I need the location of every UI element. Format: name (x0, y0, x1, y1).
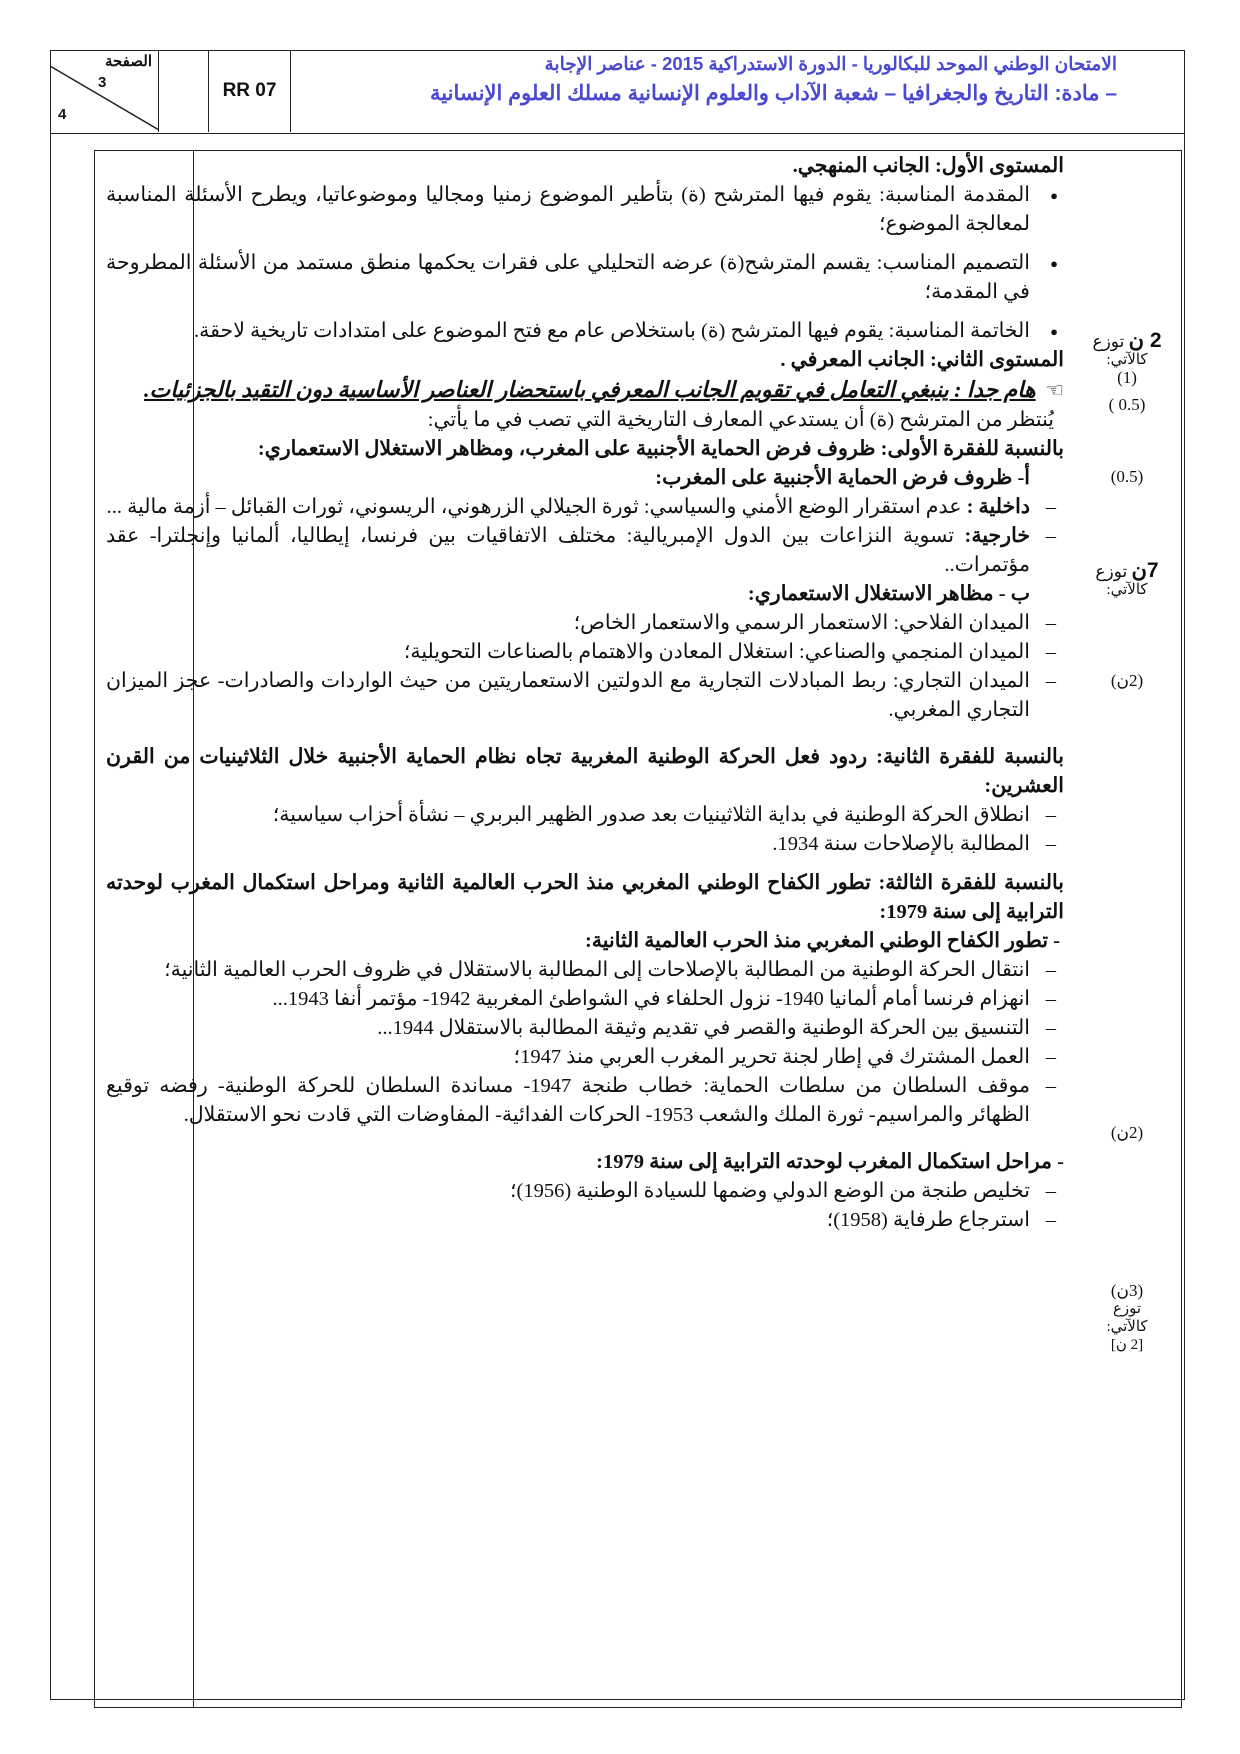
exam-code: RR 07 (209, 50, 291, 132)
item-head: خارجية: (964, 525, 1030, 547)
header-spacer (159, 50, 209, 132)
title-line-1: الامتحان الوطني الموحد للبكالوريا - الدورة الاستدراكية 2015 - عناصر الإجابة (544, 53, 1117, 74)
para3-a-item: – انتقال الحركة الوطنية من المطالبة بالإصلاحات إلى المطالبة بالاستقلال في ظروف الحرب العالمية الثانية؛ (106, 956, 1064, 985)
mark-points: 2 ن (1128, 329, 1162, 352)
important-text: هام جدا : ينبغي التعامل في تقويم الجانب المعرفي باستحضار العناصر الأساسية دون التقيد بالجزئيات. (144, 377, 1036, 402)
mark-knowledge (1075, 559, 1179, 599)
para1-b-item: – الميدان المنجمي والصناعي: استغلال المعادن والاهتمام بالصناعات التحويلية؛ (106, 638, 1064, 667)
item-text: عدم استقرار الوضع الأمني والسياسي: ثورة الجيلالي الزرهوني، الريسوني، ثورات القبائل – أزمة مالية ... (106, 496, 967, 518)
level2-title: المستوى الثاني: الجانب المعرفي . (780, 349, 1064, 371)
level2-intro: يُنتظر من المترشح (ة) أن يستدعي المعارف التاريخية التي تصب في ما يأتي: (427, 409, 1054, 431)
mark-para2: (2ن) (1110, 1123, 1144, 1142)
level1-item: ● الخاتمة المناسبة: يقوم فيها المترشح (ة) باستخلاص عام مع فتح الموضوع على امتدادات تاريخية لاحقة. (106, 317, 1064, 346)
important-note (106, 375, 1064, 406)
item-head: داخلية : (966, 496, 1030, 518)
para3-title: بالنسبة للفقرة الثالثة: تطور الكفاح الوطني المغربي منذ الحرب العالمية الثانية ومراحل استكمال المغرب لوحدته الترابية إلى سنة 1979: (106, 872, 1064, 923)
para2-title: بالنسبة للفقرة الثانية: ردود فعل الحركة الوطنية المغربية تجاه نظام الحماية الأجنبية خلال الثلاثينيات من القرن العشرين: (106, 746, 1064, 797)
page-current: 3 (98, 74, 107, 91)
para1-a-title: أ- ظروف فرض الحماية الأجنبية على المغرب: (655, 467, 1030, 489)
para2-item: – المطالبة بالإصلاحات سنة 1934. (106, 830, 1064, 859)
para1-a-item (106, 493, 1064, 522)
para1-title: بالنسبة للفقرة الأولى: ظروف فرض الحماية الأجنبية على المغرب، ومظاهر الاستغلال الاستعماري: (257, 438, 1064, 460)
mark-points: 7ن (1131, 559, 1159, 582)
exam-title (291, 50, 1185, 132)
mark-para3 (1075, 1282, 1179, 1354)
para1-b-title: ب - مظاهر الاستغلال الاستعماري: (747, 583, 1030, 605)
mark-note: كالآتي: (1106, 582, 1148, 598)
mark-sub: (1) (1117, 368, 1137, 387)
mark-sub: [2 ن] (1110, 1337, 1144, 1353)
mark-intro: (0.5) (1110, 467, 1144, 486)
page-number-box (50, 50, 159, 132)
mark-word: توزع (1092, 332, 1125, 351)
title-line-2: – مادة: التاريخ والجغرافيا – شعبة الآداب والعلوم الإنسانية مسلك العلوم الإنسانية (430, 82, 1117, 105)
header (50, 50, 1185, 134)
level1-item: ● المقدمة المناسبة: يقوم فيها المترشح (ة) بتأطير الموضوع زمنيا ومجاليا وموضوعاتيا، ويطرح الأسئلة المناسبة لمعالجة الموضوع؛ (106, 181, 1064, 239)
para2-item: – انطلاق الحركة الوطنية في بداية الثلاثينيات بعد صدور الظهير البربري – نشأة أحزاب سياسية؛ (106, 801, 1064, 830)
mark-points: (3ن) (1110, 1281, 1144, 1300)
para3-a-item: – موقف السلطان من سلطات الحماية: خطاب طنجة 1947- مساندة السلطان للحركة الوطنية- رفضه توقيع الظهائر والمراسيم- ثورة الملك والشعب 1953- الحركات الفدائية- المفاوضات التي قادت نحو الاستقلال. (106, 1072, 1064, 1130)
page-label: الصفحة (104, 53, 152, 70)
para3-a-item: – انهزام فرنسا أمام ألمانيا 1940- نزول الحلفاء في الشواطئ المغربية 1942- مؤتمر أنفا 1943... (106, 985, 1064, 1014)
level1-item: ● التصميم المناسب: يقسم المترشح(ة) عرضه التحليلي على فقرات يحكمها منطق مستمد من الأسئلة المطروحة في المقدمة؛ (106, 249, 1064, 307)
answer-content (106, 152, 1064, 1235)
mark-para1: (2ن) (1110, 671, 1144, 690)
para3-b-item: – تخليص طنجة من الوضع الدولي وضمها للسيادة الوطنية (1956)؛ (106, 1177, 1064, 1206)
para1-b-item: – الميدان الفلاحي: الاستعمار الرسمي والاستعمار الخاص؛ (106, 609, 1064, 638)
para3-a-title: - تطور الكفاح الوطني المغربي منذ الحرب العالمية الثانية: (584, 930, 1060, 952)
level1-title: المستوى الأول: الجانب المنهجي. (792, 155, 1064, 177)
mark-word: توزع (1095, 562, 1128, 581)
mark-note: كالآتي: (1106, 352, 1148, 368)
para1-b-item: – الميدان التجاري: ربط المبادلات التجارية مع الدولتين الاستعماريتين من حيث الواردات والصادرات- عجز الميزان التجاري المغربي. (106, 667, 1064, 725)
item-text: تسوية النزاعات بين الدول الإمبريالية: مختلف الاتفاقيات بين فرنسا، إيطاليا، ألمانيا وإنجلترا- عقد مؤتمرات.. (106, 525, 1030, 576)
para3-b-title: - مراحل استكمال المغرب لوحدته الترابية إلى سنة 1979: (596, 1151, 1064, 1173)
para3-a-item: – التنسيق بين الحركة الوطنية والقصر في تقديم وثيقة المطالبة بالاستقلال 1944... (106, 1014, 1064, 1043)
mark-level2: (0.5 ) (1108, 395, 1146, 414)
mark-word: توزع (1112, 1301, 1142, 1317)
page-total: 4 (58, 106, 67, 123)
para3-b-item: – استرجاع طرفاية (1958)؛ (106, 1206, 1064, 1235)
mark-level1 (1075, 329, 1179, 387)
para1-a-item (106, 522, 1064, 580)
pointing-hand-icon: ☜ (1045, 380, 1064, 402)
mark-note: كالآتي: (1106, 1319, 1148, 1335)
para3-a-item: – العمل المشترك في إطار لجنة تحرير المغرب العربي منذ 1947؛ (106, 1043, 1064, 1072)
